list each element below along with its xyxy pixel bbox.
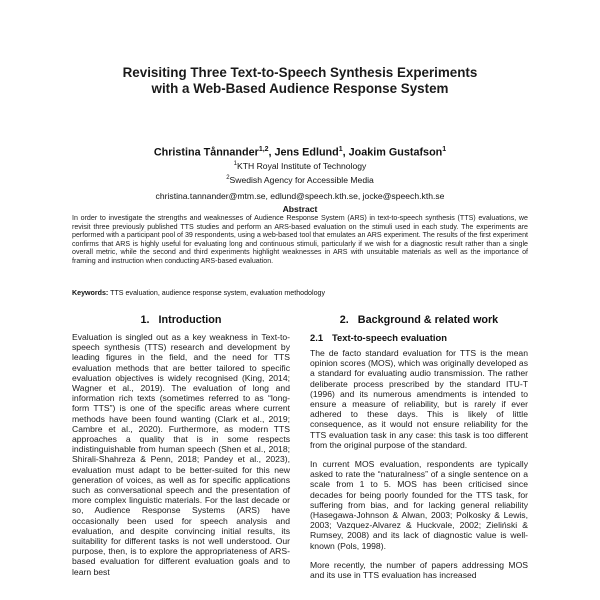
section-number: 1.	[140, 314, 150, 326]
section-heading-background	[310, 313, 528, 327]
paragraph: The de facto standard evaluation for TTS is the mean opinion scores (MOS), which was originally developed as a standard for evaluating audio transmission. The rather deliberate process prescribed by the standard ITU-T (1996) and its numerous amendments is intended to ensure a measure of reliability, but is rarely if ever adhered to these days. This is likely of little consequence, as it would not ensure reliability for the TTS evaluation task in any case: this task is too different from the original purpose of the standard.	[310, 348, 528, 450]
right-column	[310, 313, 528, 589]
author-name: Jens Edlund	[274, 146, 339, 159]
title-line-1: Revisiting Three Text-to-Speech Synthesis Experiments	[122, 65, 478, 80]
section-heading-introduction	[72, 313, 290, 327]
abstract-text: In order to investigate the strengths and weaknesses of Audience Response System (ARS) in text-to-speech synthesis (TTS) evaluations, we revisit three previously published TTS studies and perform an ARS-based evaluation on the stimuli used in each study. The experiments are performed with a participant pool of 39 respondents, using a web-based tool that emulates an ARS experiment. The results of the first experiment confirms that ARS is highly useful for evaluating long and continuous stimuli, particularly if we wish for a diagnostic result rather than a single overall metric, while the second and third experiments highlight weaknesses in ARS with unsuitable materials as well as the importance of framing and instruction when conducting ARS-based evaluation.	[72, 214, 528, 265]
affiliation	[60, 158, 540, 172]
keywords-label: Keywords:	[72, 289, 109, 297]
section-title: Background & related work	[357, 314, 499, 326]
affil-mark: 1	[233, 161, 238, 167]
keywords	[72, 289, 528, 298]
affiliation-name: Swedish Agency for Accessible Media	[229, 174, 374, 185]
affiliation-name: KTH Royal Institute of Technology	[237, 160, 367, 171]
subsection-title: Text-to-speech evaluation	[332, 332, 447, 343]
subsection-number: 2.1	[310, 332, 324, 343]
abstract-heading: Abstract	[282, 204, 318, 214]
author-name: Christina Tånnander	[153, 146, 259, 159]
paragraph: More recently, the number of papers addressing MOS and its use in TTS evaluation has increased	[310, 559, 528, 581]
author-affil-mark: 1,2	[258, 146, 269, 153]
author-affil-mark: 1	[338, 146, 343, 153]
section-number: 2.	[339, 314, 349, 326]
title-line-2: with a Web-Based Audience Response System	[151, 81, 449, 96]
affiliations	[60, 158, 540, 202]
left-column	[72, 313, 290, 586]
section-title: Introduction	[158, 314, 222, 326]
paragraph: In current MOS evaluation, respondents are typically asked to rate the “naturalness” of a single sentence on a scale from 1 to 5. MOS has been criticised since decades for being poorly founded for the TTS task, for suffering from bias, and for lacking general reliability (Hasegawa-Johnson & Alwan, 2003; Polkosky & Lewis, 2003; Vazquez-Alvarez & Huckvale, 2002; Zieliński & Rumsey, 2008) and its lack of diagnostic value is well-known (Pols, 1998).	[310, 459, 528, 551]
author-affil-mark: 1	[442, 146, 447, 153]
keywords-text: TTS evaluation, audience response system, evaluation methodology	[110, 289, 326, 297]
affiliation	[60, 172, 540, 186]
affil-mark: 2	[226, 174, 230, 181]
paragraph: Evaluation is singled out as a key weakness in Text-to-speech synthesis (TTS) research and development by leading figures in the field, and the need for TTS evaluation methods that are better tailored to specific evaluation objectives is widely recognised (King, 2014; Wagner et al., 2019). The evaluation of long and information rich texts (sometimes referred to as “long-form TTS”) is one of the specific areas where current methods have been found wanting (Clark et al., 2019; Cambre et al., 2020). Furthermore, as modern TTS approaches a quality that is in some respects indistinguishable from human speech (Shen et al., 2018; Shirali-Shahreza & Penn, 2018; Pandey et al., 2023), evaluation must adapt to be better-suited for this new generation of voices, as well as for specific applications such as conversational speech and the presentation of more complex linguistic materials. For the last decade or so, Audience Response Systems (ARS) have occasionally been used for speech analysis and evaluation, and despite convincing initial results, its suitability for different tasks is not well understood. Our purpose, then, is to explore the appropriateness of ARS-based evaluation for different evaluation goals and to learn best	[72, 332, 290, 577]
author-emails: christina.tannander@mtm.se, edlund@speech.kth.se, jocke@speech.kth.se	[155, 190, 445, 201]
subsection-heading-tts-evaluation	[310, 332, 528, 344]
paper-title	[60, 65, 540, 97]
author-list: Christina Tånnander$^{1,2}$, Jens Edlund$^1$, Joakim Gustafson$^1$	[153, 146, 447, 159]
author-name: Joakim Gustafson	[348, 146, 443, 159]
